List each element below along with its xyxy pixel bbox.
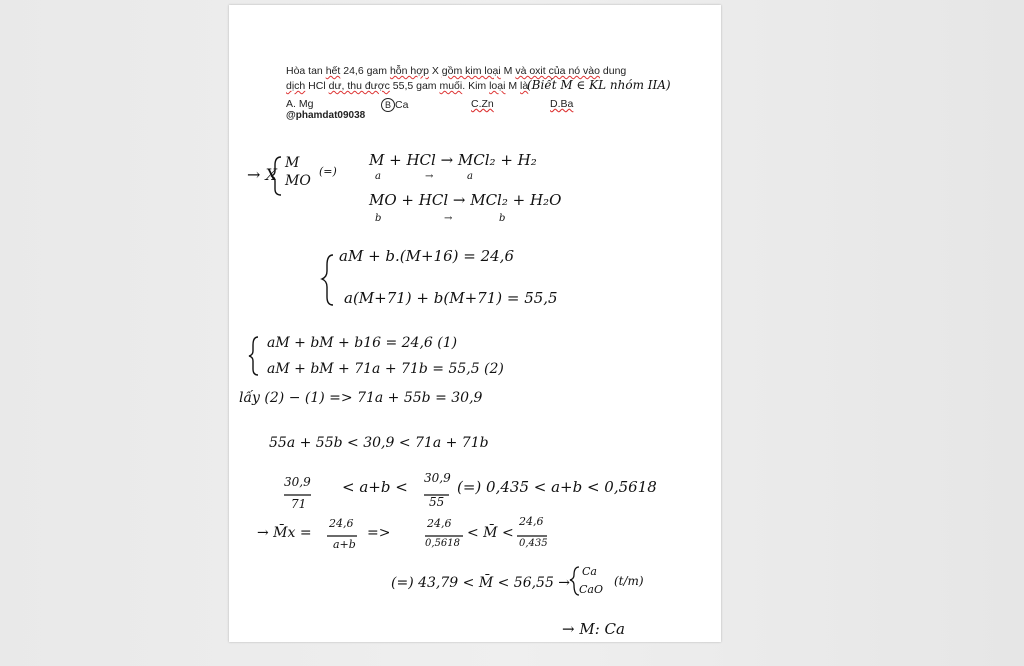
range-mid: < a+b < xyxy=(342,478,408,496)
bound-mid: < M̄ < xyxy=(467,525,514,541)
work-eq: (=) xyxy=(319,165,337,178)
frac2-num: 30,9 xyxy=(424,471,451,485)
handwritten-note: (Biết M ∈ KL nhóm IIA) xyxy=(527,78,671,92)
final-tm: (t/m) xyxy=(614,574,644,588)
r1-a2: a xyxy=(467,171,473,182)
r2-arrow: → xyxy=(444,213,453,224)
mx-implies: => xyxy=(367,525,391,541)
final-range: (=) 43,79 < M̄ < 56,55 → xyxy=(391,575,571,591)
reaction-1: M + HCl → MCl₂ + H₂ xyxy=(369,151,537,169)
option-a: A. Mg xyxy=(286,98,314,110)
answer-circle: B xyxy=(381,98,395,112)
final-ca: Ca xyxy=(582,565,597,578)
handwriting-strokes xyxy=(229,5,721,642)
bound-den2: 0,435 xyxy=(519,538,548,549)
system-eq-2: a(M+71) + b(M+71) = 55,5 xyxy=(344,289,558,307)
q-text: M xyxy=(505,80,521,92)
q-text: M xyxy=(500,65,516,77)
q-text: loại xyxy=(489,80,506,92)
mx-num: 24,6 xyxy=(329,517,354,530)
bound-num2: 24,6 xyxy=(519,515,544,528)
equation-1: aM + bM + b16 = 24,6 (1) xyxy=(267,335,458,351)
q-text: là xyxy=(520,80,529,92)
q-text: X xyxy=(428,65,442,77)
option-b-text: Ca xyxy=(395,99,409,111)
work-mo: MO xyxy=(285,173,311,189)
q-text: 24,6 gam xyxy=(340,65,390,77)
inequality: 55a + 55b < 30,9 < 71a + 71b xyxy=(269,435,489,451)
q-text: gồm kim loại xyxy=(441,65,501,77)
q-text: Hòa tan xyxy=(286,65,326,77)
r2-b: b xyxy=(375,213,382,224)
equation-2: aM + bM + 71a + 71b = 55,5 (2) xyxy=(267,361,504,377)
mx-den: a+b xyxy=(333,538,356,551)
frac1-den: 71 xyxy=(291,497,307,511)
q-text: hết xyxy=(325,65,341,77)
subtraction: lấy (2) − (1) => 71a + 55b = 30,9 xyxy=(239,390,483,406)
q-text: dịch xyxy=(286,80,306,92)
q-text: và oxit của nó vào xyxy=(515,65,600,77)
reaction-2: MO + HCl → MCl₂ + H₂O xyxy=(369,191,562,209)
q-text: . Kim xyxy=(462,80,490,92)
range-result: (=) 0,435 < a+b < 0,5618 xyxy=(457,478,657,496)
q-text: hỗn hợp xyxy=(389,65,429,77)
q-text: 55,5 gam xyxy=(389,80,440,92)
r1-a: a xyxy=(375,171,381,182)
r1-arrow: → xyxy=(425,171,434,182)
system-eq-1: aM + b.(M+16) = 24,6 xyxy=(339,247,514,265)
q-text: muối xyxy=(439,80,463,92)
frac1-num: 30,9 xyxy=(284,475,311,489)
bound-num1: 24,6 xyxy=(427,517,452,530)
document-page xyxy=(229,5,721,642)
final-cao: CaO xyxy=(579,583,603,596)
watermark: @phamdat09038 xyxy=(286,110,366,121)
q-text: HCl xyxy=(305,80,329,92)
work-x: → X xyxy=(247,165,277,184)
mx-label: → M̄x = xyxy=(257,525,312,541)
bound-den1: 0,5618 xyxy=(425,538,460,549)
final-answer: → M: Ca xyxy=(562,620,625,638)
option-c: C.Zn xyxy=(471,98,494,110)
q-text: dư, thu được xyxy=(328,80,390,92)
work-m: M xyxy=(285,155,300,171)
q-text: dung xyxy=(599,65,627,77)
frac2-den: 55 xyxy=(429,495,445,509)
option-d: D.Ba xyxy=(550,98,574,110)
r2-b2: b xyxy=(499,213,506,224)
